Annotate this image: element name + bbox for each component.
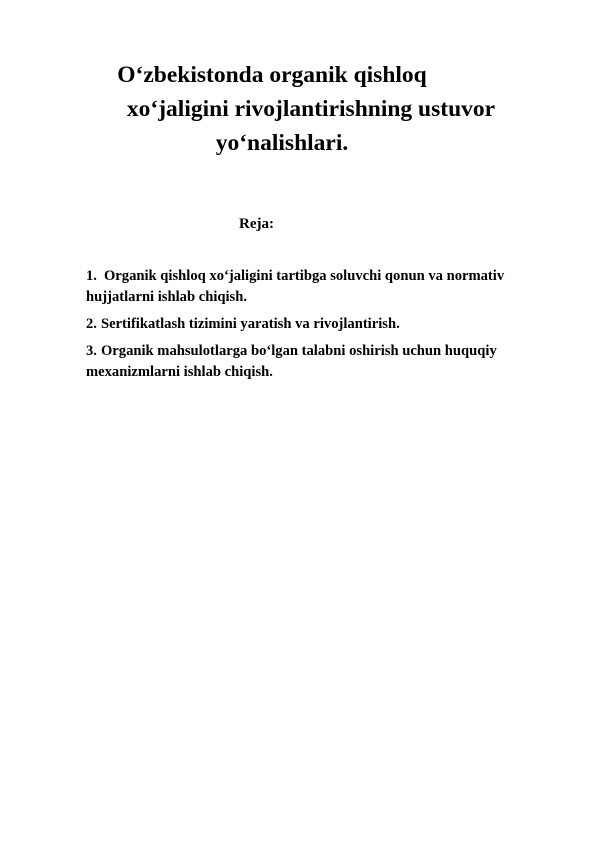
document-title [60,58,556,160]
plan-item-number: 2. [86,316,97,332]
plan-item-2 [86,314,538,335]
plan-item-1 [86,266,538,308]
title-line-3: yo‘nalishlari. [215,130,349,156]
title-line-2: xo‘jaligini rivojlantirishning ustuvor [126,96,496,122]
plan-item-text: Organik qishloq xo‘jaligini tartibga soluvchi qonun va normativ hujjatlarni ishlab chiqish. [86,268,505,305]
plan-item-text: Organik mahsulotlarga bo‘lgan talabni oshirish uchun huquqiy mexanizmlarni ishlab chiqish. [86,343,497,380]
plan-item-number: 3. [86,343,97,359]
plan-list [86,266,538,389]
plan-item-text: Sertifikatlash tizimini yaratish va rivojlantirish. [100,316,400,332]
title-line-1: O‘zbekistonda organik qishloq [117,62,427,88]
plan-item-3 [86,341,538,383]
plan-heading: Reja: [239,216,274,232]
plan-item-number: 1. [86,268,97,284]
